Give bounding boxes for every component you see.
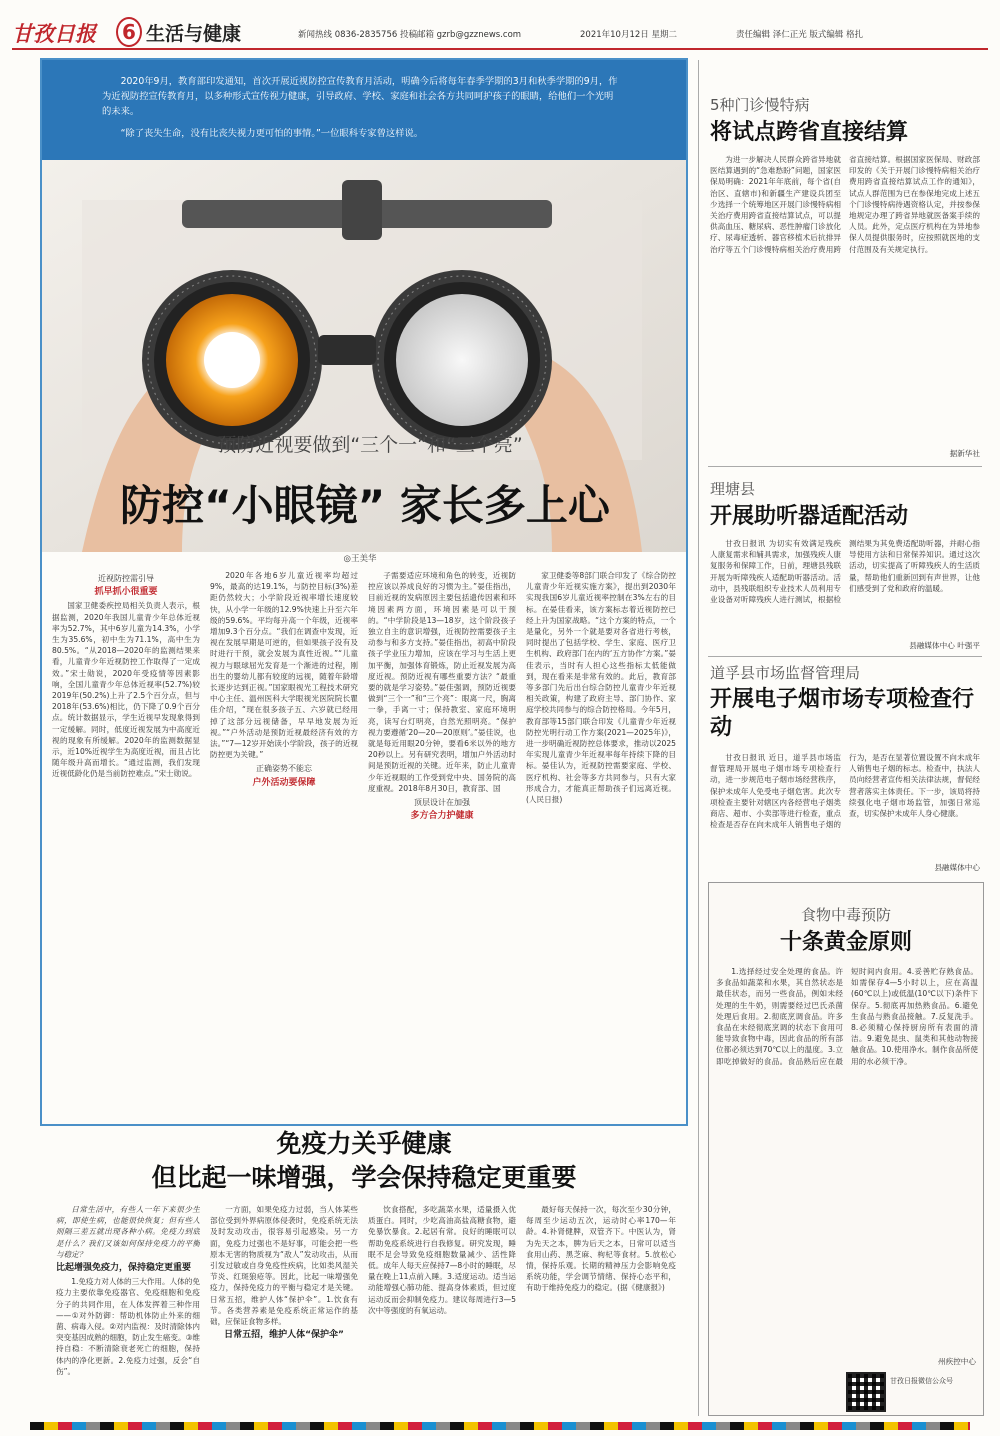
lead-col2-text: 2020年各地6岁儿童近视率均超过9%，最高的达19.1%，与防控目标(3%)差距仍然较大；小学阶段近视率增长速度较快，从小学一年级的12.9%快速上升至六年级的59.6%。平均每升高一个年级，近视率增加9.3个百分点。“我们在调查中发现，近视在发展早期是可逆的，但如果孩子没有及时进行干预，就会发展为真性近视。”“儿童视力与眼球屈光发育是一个渐进的过程，刚出生的婴幼儿都有较度的远视，随着年龄增长逐步达到正视。”国家眼视光工程技术研究中心主任、温州医科大学眼视光医院院长瞿佳介绍，“现在很多孩子五、六岁就已经用掉了这部分远视储备，早早地发展为近视。”“户外活动是预防近视最经济有效的方法。”“7—12岁开始读小学阶段，孩子的近视防控更为关键。” <box>210 571 358 760</box>
story4-kicker: 食物中毒预防 <box>800 906 891 924</box>
story4-text: 1.选择经过安全处理的食品。许多食品如蔬菜和水果，其自然状态是最佳状态，而另一些食品，例如未经处理的生牛奶，则需要经过巴氏杀菌处理后食用。2.彻底烹调食品。许多食品在未经彻底烹调的状态下食用可能导致食物中毒，因此食品的所有部位都必须达到70℃以上的温度。3.立即吃掉做好的食品。食品熟后应在最短时间内食用。4.妥善贮存熟食品。如需保存4—5小时以上，应在高温(60℃以上)或低温(10℃以下)条件下保存。5.彻底再加热熟食品。6.避免生食品与熟食品接触。7.反复洗手。8.必须精心保持厨房所有表面的清洁。9.避免昆虫、鼠类和其他动物接触食品。10.使用净水。制作食品所使用的水必须干净。 <box>716 967 978 1066</box>
masthead <box>12 16 988 50</box>
bottom-headline-2: 但比起一味增强，学会保持稳定更重要 <box>151 1163 577 1192</box>
story4-credit: 州疾控中心 <box>938 1357 976 1366</box>
lead-col3-text: 子需要适应环境和角色的转变，近视防控应该以养成良好的习惯为主。”晏佳指出，目前近视的发病原因主要包括遗传因素和环境因素两方面，环境因素是可以干预的。“中学阶段是13—18岁，这个阶段孩子独立自主的意识增强，近视防控需要孩子主动参与和多方支持。”晏佳指出，初高中阶段孩子学业压力增加，应该在学习与生活上更加平衡，加强体育锻炼，防止近视发展为高度近视。预防近视有哪些重要方法？“最重要的就是学习姿势。”晏佳强调，预防近视要做到“三个一”和“三个亮”：眼离一尺，胸离一拳，手离一寸；保持教室、家庭环境明亮，读写台灯明亮，自然光照明亮。“保护视力要遵循‘20—20—20原则’。”晏佳说，也就是每近用眼20分钟，要看6米以外的地方20秒以上。另有研究表明，增加户外活动时间是预防近视的关键。近年来，防止儿童青少年近视眼的工作受到党中央、国务院的高度重视。2018年8月30日，教育部、国 <box>368 571 516 793</box>
qr-caption: 甘孜日报微信公众号 <box>890 1377 953 1385</box>
story2-headline: 开展助听器适配活动 <box>710 504 909 529</box>
lead-sub3-kicker: 顶层设计在加强 <box>414 798 470 808</box>
story1-body <box>710 154 980 444</box>
bottom-column-4 <box>526 1204 676 1416</box>
bottom-col1-text: 1.免疫力对人体的三大作用。人体的免疫力主要依靠免疫器官、免疫细胞和免疫分子的共同作用，在人体发挥着三种作用——①对外防御：帮助机体防止外来的细菌、病毒入侵。②对内监视：及时清除体内突变基因成熟的细胞，防止发生癌变。③维持自稳：不断清除衰老死亡的细胞，保持体内的净化更新。2.免疫力过强，反会“自伤”。 <box>56 1277 200 1376</box>
bottom-column-3 <box>368 1204 516 1416</box>
story2-body <box>710 538 980 636</box>
bottom-column-2 <box>210 1204 358 1416</box>
story4-body <box>716 966 978 1352</box>
story3-body <box>710 752 980 860</box>
lead-column-3 <box>368 570 516 1116</box>
story2-kicker: 理塘县 <box>710 480 756 498</box>
page-number: 6 <box>116 17 142 47</box>
lead-sub2-kicker: 正确姿势不能忘 <box>256 764 312 774</box>
story1-text: 为进一步解决人民群众跨省异地就医结算遇到的“急难愁盼”问题，国家医保局明确：2021年年底前，每个省(自治区、直辖市)和新疆生产建设兵团至少选择一个统筹地区开展门诊慢特病相关治疗费用跨省直接结算试点，可以提供高血压、糖尿病、恶性肿瘤门诊放化疗、尿毒症透析、器官移植术后抗排异治疗等五个门诊慢特病相关治疗费用跨省直接结算。根据国家医保局、财政部印发的《关于开展门诊慢特病相关治疗费用跨省直接结算试点工作的通知》，试点人群范围为已在参保地完成上述五个门诊慢特病待遇资格认定，并按参保地规定办理了跨省异地就医备案手续的人员。此外，定点医疗机构在为异地参保人员提供服务时，应按照就医地的支付范围及有关规定执行。 <box>710 155 980 254</box>
story3-text: 甘孜日报讯 近日，道孚县市场监督管理局开展电子烟市场专项检查行动，进一步规范电子烟市场经营秩序，保护未成年人免受电子烟危害。此次专项检查主要针对辖区内各经营电子烟类商店、超市、小卖部等进行检查，重点检查是否存在向未成年人销售电子烟的行为，是否在显著位置设置不向未成年人销售电子烟的标志。检查中，执法人员向经营者宣传相关法律法规，督促经营者落实主体责任。下一步，该局将持续强化电子烟市场监管，加强日常巡查，切实保护未成年人身心健康。 <box>710 753 980 830</box>
story1-kicker: 5种门诊慢特病 <box>710 96 810 114</box>
bottom-headline-1: 免疫力关乎健康 <box>276 1129 452 1158</box>
hotline: 新闻热线 0836-2835756 投稿邮箱 gzrb@gzznews.com <box>298 30 522 40</box>
lead-column-4 <box>526 570 676 1116</box>
story1-credit: 据新华社 <box>949 449 980 458</box>
bottom-col2-text: 一方面，如果免疫力过弱，当人体某些部位受到外界病原体侵袭时，免疫系统无法及时发动攻击，很容易引起感染。另一方面，免疫力过强也不是好事，可能会把一些原本无害的物质视为“敌人”发动攻击，从而引发过敏或自身免疫性疾病，比如类风湿关节炎、红斑狼疮等。因此，比起一味增强免疫力，保持免疫力的平衡与稳定才是关键。日常五招，维护人体“保护伞”。1.饮食有节。各类营养素是免疫系统正常运作的基础，应保证食物多样。 <box>210 1205 358 1327</box>
lead-sub3: 多方合力护健康 <box>410 811 474 822</box>
lead-col4-text: 家卫健委等8部门联合印发了《综合防控儿童青少年近视实施方案》，提出到2030年实现我国6岁儿童近视率控制在3%左右的目标。在晏佳看来，该方案标志着近视防控已经上升为国家战略。“这个方案的特点，一个是量化，另外一个就是要对各省进行考核，同时提出了包括学校、学生、家庭、医疗卫生机构、政府部门在内的‘五方协作’方案。”晏佳表示，当时有人担心这些指标太低能做到，现在看来是非常有效的。此后，教育部等多部门先后出台综合防控儿童青少年近视相关政策，构建了政府主导、部门协作、家庭学校共同参与的综合防控格局。今年5月，教育部等15部门联合印发《儿童青少年近视防控光明行动工作方案(2021—2025年)》，进一步明确近视防控总体要求，推动以2025年实现儿童青少年近视率每年持续下降的目标。晏佳认为，近视防控需要家庭、学校、医疗机构、社会等多方共同参与，只有大家形成合力，才能真正帮助孩子们远离近视。(人民日报) <box>526 571 676 805</box>
lead-kicker: 预防近视要做到“三个一”和“三个亮” <box>217 434 523 456</box>
bottom-col3-text: 饮食搭配，多吃蔬菜水果，适量摄入优质蛋白。同时，少吃高油高盐高糖食物，避免暴饮暴食。2.起居有常。良好的睡眠可以帮助免疫系统进行自我修复。研究发现，睡眠不足会导致免疫细胞数量减少、活性降低。成年人每天应保持7—8小时的睡眠，尽量在晚上11点前入睡。3.适度运动。适当运动能增强心肺功能、提高身体素质，但过度运动反而会抑制免疫力。建议每周进行3—5次中等强度的有氧运动。 <box>368 1205 516 1315</box>
story3-kicker: 道孚县市场监督管理局 <box>710 664 861 682</box>
lead-sub1-kicker: 近视防控需引导 <box>98 574 154 583</box>
bottom-column-1 <box>56 1204 200 1416</box>
color-bar <box>30 1422 970 1430</box>
lead-column-2 <box>210 570 358 1116</box>
lead-col1-text: 国家卫健委疾控局相关负责人表示，根据监测，2020年我国儿童青少年总体近视率为52.7%，其中6岁儿童为14.3%，小学生为35.6%，初中生为71.1%，高中生为80.5%。“从2018—2020年的监测结果来看，儿童青少年近视防控工作取得了一定成效。”宋士勋说，2020年受疫情等因素影响，全国儿童青少年总体近视率(52.7%)较2019年(50.2%)上升了2.5个百分点，但与2018年(53.6%)相比，仍下降了0.9个百分点。统计数据显示，学生近视早发现象得到一定缓解。同时，低度近视发展为中高度近视的现象有所缓解。2020年的监测数据显示，近10%近视学生为高度近视，而且占比随年级升高而增长。“通过监测，我们发现近视低龄化仍是当前防控难点。”宋士勋说。 <box>52 601 200 779</box>
story3-headline: 开展电子烟市场专项检查行动 <box>710 687 975 740</box>
lead-byline: ◎王美华 <box>343 554 377 564</box>
editors: 责任编辑 泽仁正光 版式编辑 格扎 <box>736 30 864 40</box>
date: 2021年10月12日 星期二 <box>580 30 677 40</box>
section-name: 生活与健康 <box>146 23 242 45</box>
bottom-col4-text: 最好每天保持一次，每次至少30分钟，每周至少运动五次，运动时心率170—年龄。4.补肾健脾，双管齐下。中医认为，肾为先天之本，脾为后天之本，日常可以适当食用山药、黑芝麻、枸杞等食材。5.放松心情，保持乐观。长期的精神压力会影响免疫系统功能，学会调节情绪、保持心态平和，有助于维持免疫力的稳定。(据《健康报》) <box>526 1205 676 1293</box>
lead-intro: 2020年9月，教育部印发通知，首次开展近视防控宣传教育月活动，明确今后将每年春季学期的3月和秋季学期的9月，作为近视防控宣传教育月，以多种形式宣传视力健康，引导政府、学校、家庭和社会各方共同呵护孩子的眼睛，给他们一个光明的未来。 <box>102 76 618 117</box>
right-column-divider <box>698 60 699 1416</box>
qr-code[interactable] <box>846 1372 886 1412</box>
lead-headline: 防控“小眼镜” 家长多上心 <box>120 481 610 530</box>
story1-divider <box>708 466 982 467</box>
lead-sub1: 抓早抓小很重要 <box>94 587 158 598</box>
story1-headline: 将试点跨省直接结算 <box>710 120 909 145</box>
bottom-sub2: 日常五招，维护人体“保护伞” <box>224 1330 344 1341</box>
lead-column-1 <box>52 570 200 1116</box>
story3-credit: 县融媒体中心 <box>934 863 980 872</box>
bottom-sub1: 比起增强免疫力，保持稳定更重要 <box>56 1263 192 1274</box>
story2-divider <box>708 656 982 657</box>
lead-intro-banner <box>42 60 686 160</box>
story2-text: 甘孜日报讯 为切实有效满足残疾人康复需求和辅具需求，加强残疾人康复服务和保障工作，日前，理塘县残联开展为听障残疾人适配助听器活动。活动中，县残联组织专业技术人员利用专业设备对听障残疾人进行测试，根据检测结果为其免费适配助听器，并耐心指导使用方法和日常保养知识。通过这次活动，切实提高了听障残疾人的生活质量，帮助他们重新回到有声世界，让他们感受到了党和政府的温暖。 <box>710 539 980 605</box>
story2-credit: 县融媒体中心 叶强平 <box>909 641 980 650</box>
bottom-intro: 日常生活中，有些人一年下来很少生病，即使生病，也能很快恢复；但有些人则隔三差五就出现各种小病。免疫力到底是什么？我们又该如何保持免疫力的平衡与稳定？ <box>56 1205 200 1259</box>
lead-quote: “除了丧失生命，没有比丧失视力更可怕的事情。”一位眼科专家曾这样说。 <box>120 128 424 139</box>
story4-headline: 十条黄金原则 <box>779 930 912 955</box>
lead-sub2: 户外活动要保障 <box>252 777 316 788</box>
paper-name: 甘孜日报 <box>12 21 96 46</box>
